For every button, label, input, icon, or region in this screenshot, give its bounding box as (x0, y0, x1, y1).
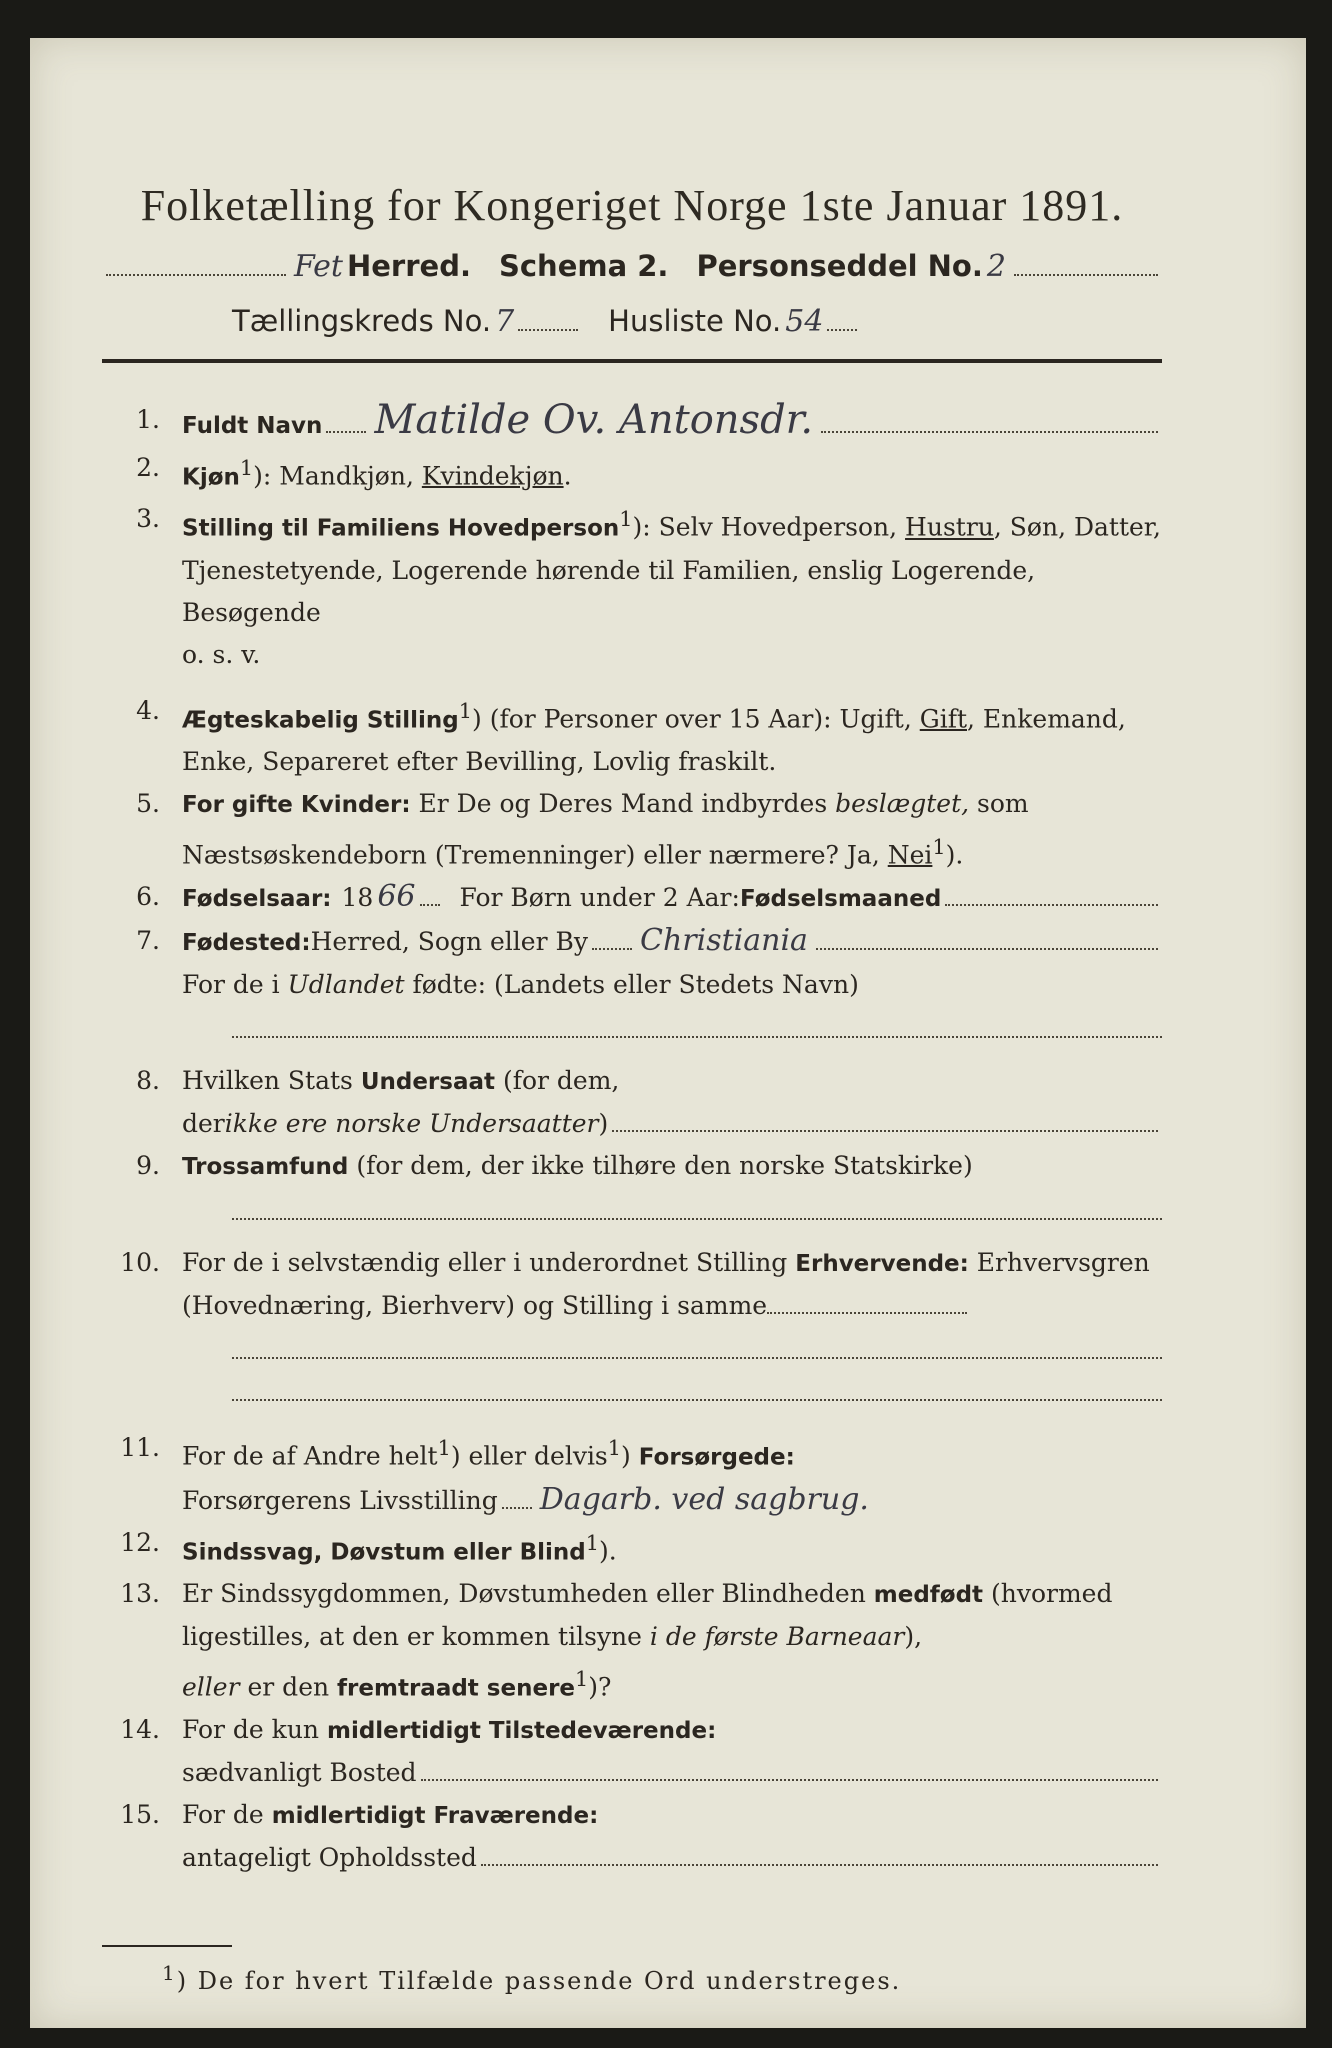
item-9 (102, 1145, 1162, 1188)
item-number: 5. (136, 788, 160, 818)
item-number: 6. (136, 882, 160, 912)
item-number: 1. (136, 405, 160, 434)
item-number: 14. (120, 1715, 160, 1745)
item-text: (for dem, der ikke tilhøre den norske Statskirke) (348, 1151, 973, 1181)
item-label: midlertidigt Fraværende: (271, 1803, 599, 1830)
husliste-label: Husliste No. (608, 304, 782, 338)
dots (420, 903, 440, 906)
item-text: Er Sindssygdommen, Døvstumheden eller Blindheden (182, 1578, 874, 1608)
item-text: Hvilken Stats (182, 1066, 361, 1096)
item-number: 3. (136, 504, 160, 534)
item-text: , Søn, Datter, Tjenestetyende, Logerende hørende til Familien, enslig Logerende, Besøgende (182, 512, 1161, 627)
kreds-label: Tællingskreds No. (232, 304, 492, 338)
kreds-dots (518, 328, 578, 331)
item-6 (102, 876, 1162, 920)
item-text: der (182, 1109, 225, 1139)
dots (592, 947, 632, 950)
dots (945, 903, 1158, 906)
item-text: Erhvervsgren (Hovednæring, Bierhverv) og Stilling i samme (182, 1248, 1150, 1321)
header-rule (102, 359, 1162, 363)
footnote-mark: 1 (162, 1961, 177, 1986)
footnote-mark: 1 (932, 834, 946, 859)
blank-dotted-line (232, 1327, 1162, 1359)
footnote-mark: 1 (437, 1436, 451, 1461)
item-text: Herred, Sogn eller By (310, 927, 588, 957)
blank-dotted-line (232, 1006, 1162, 1038)
item-text: antageligt Opholdssted (182, 1843, 477, 1873)
item-label: Sindssvag, Døvstum eller Blind (182, 1538, 586, 1565)
marked-option: Kvindekjøn (421, 461, 564, 491)
dots (821, 430, 1158, 433)
marked-option: Gift (919, 703, 967, 733)
birth-year-value: 66 (377, 879, 416, 915)
item-label: Trossamfund (182, 1154, 349, 1181)
item-label: Forsørgede: (638, 1444, 795, 1471)
footnote-mark: 1 (239, 456, 254, 480)
footnote-rule (102, 1945, 232, 1947)
item-text: ) eller delvis (450, 1441, 608, 1471)
item-number: 9. (136, 1151, 160, 1181)
personseddel-dots (1014, 273, 1158, 276)
header-line-2 (102, 304, 1162, 339)
item-4 (102, 690, 1162, 783)
item-text: 18 (341, 883, 374, 913)
husliste-value: 54 (785, 304, 824, 339)
item-text: ikke ere norske Undersaatter (224, 1109, 599, 1139)
item-text: (hvormed ligestilles, at den er kommen tilsyne (182, 1578, 1113, 1651)
herred-value: Fet (294, 249, 343, 284)
item-number: 11. (120, 1433, 160, 1463)
item-text: . (563, 461, 572, 491)
item-label: fremtraadt senere (337, 1675, 576, 1702)
item-text: ) (598, 1109, 609, 1139)
schema-label: Schema 2. (498, 249, 669, 283)
item-label: medfødt (873, 1581, 984, 1608)
item-text: o. s. v. (182, 639, 261, 669)
marked-option: Hustru (905, 512, 994, 542)
item-5 (102, 783, 1162, 876)
item-12 (102, 1522, 1162, 1573)
item-label: Fuldt Navn (182, 413, 323, 439)
item-text: Er De og Deres Mand indbyrdes (410, 788, 836, 818)
item-label: Erhvervende: (795, 1251, 969, 1278)
item-text: For de i selvstændig eller i underordnet Stilling (182, 1248, 796, 1278)
form-title: Folketælling for Kongeriget Norge 1ste Januar 1891. (140, 181, 1124, 230)
blank-dotted-line (232, 1359, 1162, 1401)
item-text: beslægtet, (835, 788, 970, 818)
item-15 (102, 1794, 1162, 1879)
item-label: For gifte Kvinder: (182, 791, 411, 818)
dots (767, 1311, 967, 1314)
blank-dotted-line (232, 1188, 1162, 1220)
item-14 (102, 1709, 1162, 1794)
husliste-dots (827, 328, 857, 331)
item-text: ). (945, 840, 964, 870)
item-text: , Enkemand, Enke, Separeret efter Bevilling, Lovlig fraskilt. (182, 703, 1126, 776)
birthplace-value: Christiania (640, 923, 808, 959)
item-number: 2. (136, 453, 160, 482)
item-label: Stilling til Familiens Hovedperson (182, 515, 620, 542)
item-number: 15. (120, 1800, 160, 1830)
provider-occupation-value: Dagarb. ved sagbrug. (539, 1481, 869, 1517)
form-content (102, 138, 1162, 1995)
item-text: er den (239, 1672, 338, 1702)
item-text: ) (621, 1441, 639, 1471)
footnote-mark: 1 (575, 1666, 589, 1691)
item-text: sædvanligt Bosted (182, 1758, 417, 1788)
item-13 (102, 1573, 1162, 1709)
item-number: 13. (120, 1578, 160, 1608)
footnote-mark: 1 (619, 507, 633, 532)
item-number: 12. (120, 1527, 160, 1557)
item-7 (102, 920, 1162, 1006)
item-label: Ægteskabelig Stilling (182, 706, 459, 733)
item-label: Fødselsaar: (182, 886, 332, 913)
personseddel-label: Personseddel No. (696, 249, 983, 283)
item-text: ), (904, 1621, 923, 1651)
dots (481, 1863, 1158, 1866)
item-number: 8. (136, 1066, 160, 1096)
item-2 (102, 447, 1162, 498)
item-text: For de af Andre helt (182, 1441, 438, 1471)
item-text: som Næstsøskendeborn (Tremenninger) eller nærmere? Ja, (182, 788, 1029, 870)
herred-dots (106, 273, 286, 276)
item-text: Forsørgerens Livsstilling (182, 1485, 498, 1515)
item-text: Udlandet (287, 970, 405, 1000)
item-label: Undersaat (360, 1069, 495, 1096)
dots (326, 430, 366, 433)
item-label: Fødested: (182, 930, 311, 957)
item-text: )? (588, 1672, 612, 1702)
item-number: 7. (136, 926, 160, 956)
marked-option: Nei (887, 840, 933, 870)
footnote-mark: 1 (458, 698, 473, 723)
item-10 (102, 1242, 1162, 1327)
item-text: eller (182, 1672, 240, 1702)
dots (502, 1506, 532, 1509)
dots (816, 947, 1158, 950)
item-label: Kjøn (182, 464, 240, 491)
item-text: (for dem, (495, 1066, 620, 1096)
item-label: midlertidigt Tilstedeværende: (326, 1718, 717, 1745)
item-text: i de første Barneaar (649, 1621, 905, 1651)
header-line-1 (102, 249, 1162, 284)
item-8 (102, 1060, 1162, 1145)
full-name-value: Matilde Ov. Antonsdr. (374, 397, 814, 443)
kreds-value: 7 (495, 304, 515, 339)
item-text: ). (599, 1535, 617, 1565)
herred-label: Herred. (346, 249, 471, 283)
item-text: For de i (182, 970, 288, 1000)
item-text: ) (for Personer over 15 Aar): Ugift, (472, 703, 920, 733)
item-number: 10. (120, 1248, 160, 1278)
item-text: ): Mandkjøn, (253, 461, 422, 491)
personseddel-value: 2 (986, 249, 1006, 284)
item-text: For de kun (182, 1715, 327, 1745)
item-1 (102, 399, 1162, 447)
item-label: Fødselsmaaned (739, 886, 942, 913)
item-text: ): Selv Hovedperson, (632, 512, 906, 542)
item-11 (102, 1427, 1162, 1521)
item-text: For de (182, 1800, 272, 1830)
footnote-text: ) De for hvert Tilfælde passende Ord understreges. (176, 1967, 902, 1996)
census-form-sheet (30, 38, 1306, 2028)
item-number: 4. (136, 695, 160, 725)
item-3 (102, 498, 1162, 675)
item-text: fødte: (Landets eller Stedets Navn) (404, 970, 859, 1000)
dots (612, 1129, 1158, 1132)
footnote-mark: 1 (585, 1530, 600, 1555)
footnote-mark: 1 (607, 1436, 622, 1461)
footnote (162, 1961, 1162, 1995)
item-text: For Børn under 2 Aar: (459, 883, 740, 913)
dots (421, 1778, 1158, 1781)
